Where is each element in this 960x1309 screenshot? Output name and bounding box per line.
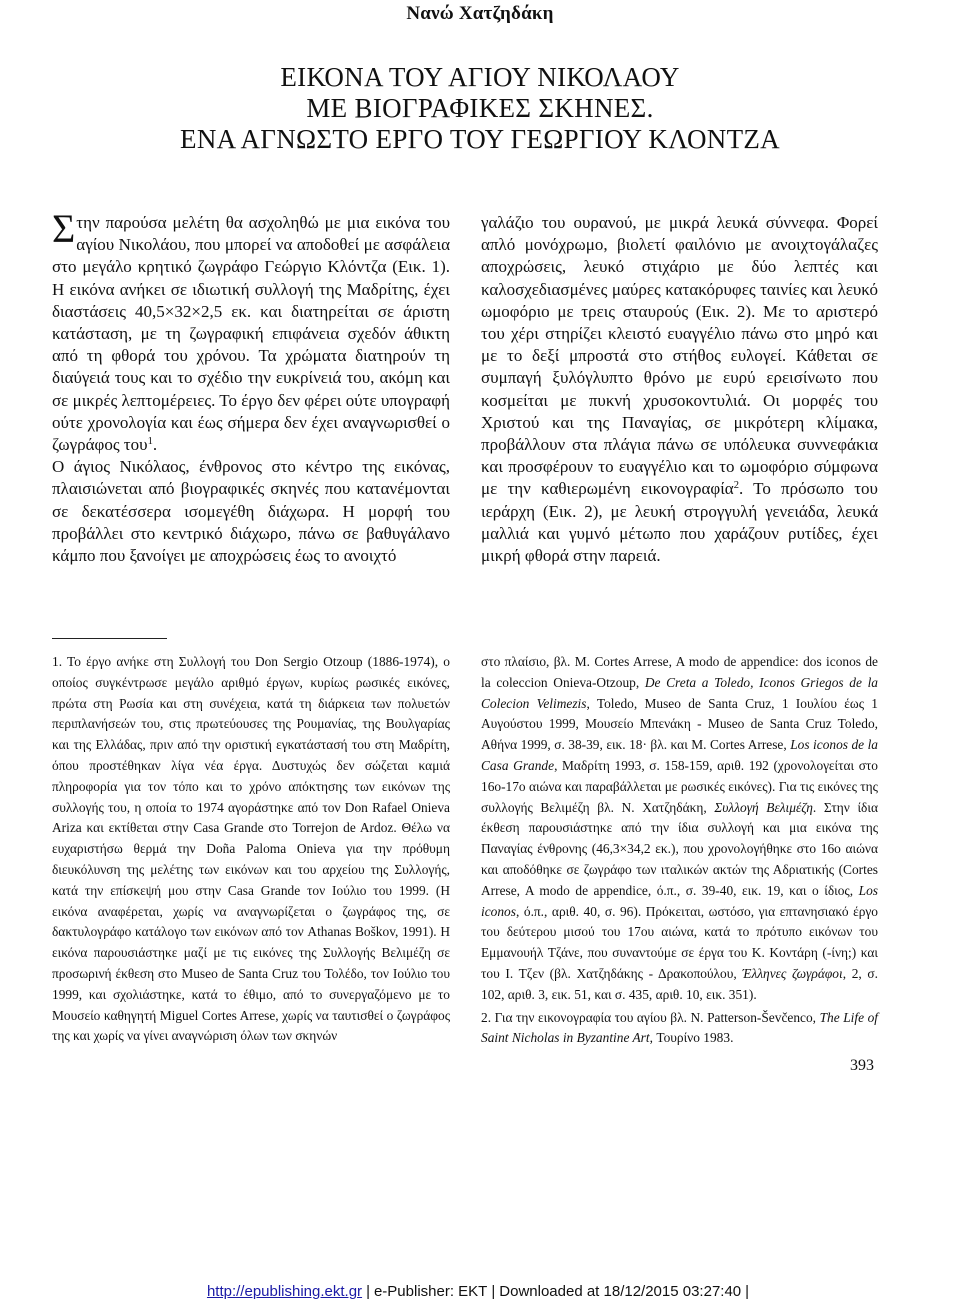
footnote-separator — [52, 638, 167, 639]
fn-text: , Τουρίνο 1983. — [649, 1030, 734, 1046]
body-paragraph-3 — [481, 212, 878, 567]
footnote-1-continued — [481, 652, 878, 1006]
fn-text: . Στην ίδια έκθεση παρουσιάστηκε από την ίδια συλλογή και μια εικόνα της Παναγίας ένθρονης (46,3×34,2 εκ.), που χρονολογήθηκε στο 16ο αιώνα και αποδόθηκε σε ζωγράφο των ιταλικών ακτών της Αδριατικής (Cortes Arrese, A modo de appendice, ό.π., σ. 39-40, εικ. 19, και ο ίδιος, — [481, 799, 878, 898]
fn-text: , ό.π., αριθ. 40, σ. 96). Πρόκειται, ωστόσο, για επτανησιακό έργο του δεύτερου μισού του 17ου αιώνα, κατά το πρότυπο εικόνων του Εμμανουήλ Τζάνε, που συναντούμε σε έργα του Κ. Κοντάρη (-ίνη;) και του Ι. Τζεν (βλ. Χατζηδάκης - Δρακοπούλου, — [481, 903, 878, 981]
fn-text: , Toledo, Museo de Santa Cruz, 1 Ιουλίου έως 1 Αυγούστου 1999, Μουσείο Μπενάκη - Museo de Santa Cruz Toledo, Αθήνα 1999, σ. 38-39, εικ. 18· βλ. και M. Cortes Arrese, — [481, 695, 878, 753]
body-column-left — [52, 206, 450, 567]
fn-text: 2. Για την εικονογραφία του αγίου βλ. N. Patterson-Ševčenco, — [481, 1009, 820, 1025]
footer-publisher: e-Publisher: EKT — [373, 1283, 488, 1300]
footer-separator: | — [745, 1283, 750, 1300]
fn-italic-title: De Creta a Toledo, Iconos Griegos de la Colecion Velimezis — [481, 674, 878, 711]
download-footer — [0, 1283, 960, 1300]
article-title — [0, 62, 960, 155]
footer-separator: | — [366, 1283, 370, 1300]
fn-italic-title: The Life of Saint Nicholas in Byzantine Art — [481, 1009, 878, 1046]
footer-separator: | — [491, 1283, 496, 1300]
fn-text: , 2, σ. 102, αριθ. 3, εικ. 51, και σ. 435, αριθ. 10, εικ. 351). — [481, 965, 878, 1002]
body-paragraph-3-text-end: . Το πρόσωπο του ιεράρχη (Εικ. 2), με λευκή στρογγυλή γενειάδα, λευκά μαλλιά και γυμνό μέτωπο που χαράζουν ρυτίδες, έχει μικρή φθορά στην παρειά. — [481, 479, 878, 566]
running-head-author: Νανώ Χατζηδάκη — [406, 3, 554, 24]
fn-text: , Μαδρίτη 1993, σ. 158-159, αριθ. 192 (χρονολογείται στο 16ο-17ο αιώνα και παραβάλλεται με ρωσικές εικόνες). Για τις εικόνες της συλλογής Βελιμέζη βλ. Ν. Χατζηδάκη, — [481, 757, 878, 815]
body-paragraph-1-text: την παρούσα μελέτη θα ασχοληθώ με μια εικόνα του αγίου Νικολάου, που μπορεί να αποδοθεί με ασφάλεια στο μεγάλο κρητικό ζωγράφο Γεώργιο Κλόντζα (Εικ. 1). Η εικόνα ανήκει σε ιδιωτική συλλογή της Μαδρίτης, έχει διαστάσεις 40,5×32×2,5 εκ. και διατηρείται σε άριστη κατάσταση, με τη ζωγραφική επιφάνεια σχεδόν άθικτη από τη φθορά του χρόνου. Τα χρώματα διατηρούν τη διαύγειά τους και το σχέδιο την ευκρίνειά του, ακόμη και σε μικρές λεπτομέρειες. Το έργο δεν φέρει ούτε υπογραφή ούτε χρονολογία και έως σήμερα δεν έχει αναγνωρισθεί ο ζωγράφος του — [52, 213, 450, 455]
page-number: 393 — [850, 1057, 874, 1074]
body-paragraph-1 — [52, 206, 450, 456]
fn-italic-title: Los iconos de la Casa Grande — [481, 737, 878, 773]
title-line-3: ΕΝΑ ΑΓΝΩΣΤΟ ΕΡΓΟ ΤΟΥ ΓΕΩΡΓΙΟΥ ΚΛΟΝΤΖΑ — [180, 124, 780, 154]
footnote-ref-1: 1 — [147, 436, 153, 448]
footnotes-column-left — [52, 652, 450, 1047]
title-line-1: ΕΙΚΟΝΑ ΤΟΥ ΑΓΙΟΥ ΝΙΚΟΛΑΟΥ — [280, 62, 680, 92]
fn-text: στο πλαίσιο, βλ. M. Cortes Arrese, A modo de appendice: dos iconos de la coleccion Onieva-Otzoup, — [481, 654, 878, 690]
fn-italic-title: Συλλογή Βελιμέζη — [714, 799, 813, 815]
footnote-ref-2: 2 — [733, 480, 739, 492]
fn-italic-title: Έλληνες ζωγράφοι — [742, 965, 843, 981]
body-paragraph-3-text: γαλάζιο του ουρανού, με μικρά λευκά σύννεφα. Φορεί απλό μονόχρωμο, βιολετί φαιλόνιο με ανοιχτογάλαζες αποχρώσεις, λευκό στιχάριο με δύο λεπτές και καλοσχεδιασμένες μαύρες κατακόρυφες ταινίες και λευκό ωμοφόριο με τρεις σταυρούς (Εικ. 2). Με το αριστερό του χέρι στηρίζει κλειστό ευαγγέλιο πάνω στο μηρό και με το δεξί μπροστά στο στήθος ευλογεί. Κάθεται σε συμπαγή ξυλόγλυπτο θρόνο με ευρύ ερεισίνωτο που κοσμείται με πυκνή χρυσοκοντυλιά. Οι μορφές του Χριστού και της Παναγίας, σε μικρότερη κλίμακα, προβάλλουν στα πλάγια πάνω σε υπόλευκα συννεφάκια και προσφέρουν το ευαγγέλιο και το ωμοφόριο σύμφωνα με την καθιερωμένη εικονογραφία — [481, 213, 878, 499]
fn-italic-title: Los iconos — [481, 882, 878, 919]
footer-download-date: Downloaded at 18/12/2015 03:27:40 — [499, 1283, 742, 1300]
body-column-right — [481, 212, 878, 567]
body-paragraph-1-end: . — [152, 435, 158, 455]
epublishing-link[interactable]: http://epublishing.ekt.gr — [206, 1283, 363, 1300]
body-paragraph-2: Ο άγιος Νικόλαος, ένθρονος στο κέντρο της εικόνας, πλαισιώνεται από βιογραφικές σκηνές που κατανέμονται σε δεκατέσσερα ισομεγέθη διάχωρα. Η μορφή του προβάλλει στο κεντρικό διάχωρο, πάνω σε βαθυγάλανο κάμπο που ξανοίγει με αποχρώσεις έως το ανοιχτό — [52, 457, 450, 566]
footnote-2 — [481, 1008, 878, 1050]
drop-cap: Σ — [52, 206, 76, 251]
footnotes-column-right — [481, 652, 878, 1049]
footnote-1: 1. Το έργο ανήκε στη Συλλογή του Don Sergio Otzoup (1886-1974), ο οποίος συγκέντρωσε μεγάλο αριθμό έργων, κυρίως ρωσικές εικόνες, πρώτα στη Ρωσία και στη συνέχεια, κατά τη διάρκεια των πολυετών περιπλανήσεών του, στις πρωτεύουσες της Ρουμανίας, της Βουλγαρίας και της Ελλάδας, πριν από την οριστική εγκατάστασή του στη Μαδρίτη, όπου προστέθηκαν λίγα νέα έργα. Δυστυχώς δεν σώζεται καμιά πληροφορία για τον τόπο και το χρόνο απόκτησης των εικόνων της συλλογής του, η οποία το 1974 αγοράστηκε από τον Don Rafael Onieva Ariza και εκτίθεται στην Casa Grande στο Torrejon de Ardoz. Θέλω να ευχαριστήσω θερμά την Doña Paloma Onieva για την πρόθυμη διευκόλυνση της μελέτης των εικόνων και του αρχείου της Συλλογής, κατά την επίσκεψή μου στην Casa Grande τον Ιούλιο του 1999. (Η εικόνα αναφέρεται, χωρίς να αναγνωρίζεται ο ζωγράφος της, σε δακτυλογράφο κατάλογο των εικόνων από τον Athanas Boškov, 1991). Η εικόνα παρουσιάστηκε μαζί με τις εικόνες της Συλλογής Βελιμέζη σε προσωρινή έκθεση στο Museo de Santa Cruz του Τολέδο, τον Ιούλιο του 1999, και σχολιάστηκε, κατά το έθιμο, από το συνεργαζόμενο με το Μουσείο καθηγητή Miguel Cortes Arrese, χωρίς να ταυτισθεί ο ζωγράφος της και χωρίς να γίνει αναγνώριση όλων των σκηνών — [52, 654, 450, 1044]
title-line-2: ΜΕ ΒΙΟΓΡΑΦΙΚΕΣ ΣΚΗΝΕΣ. — [306, 93, 654, 123]
